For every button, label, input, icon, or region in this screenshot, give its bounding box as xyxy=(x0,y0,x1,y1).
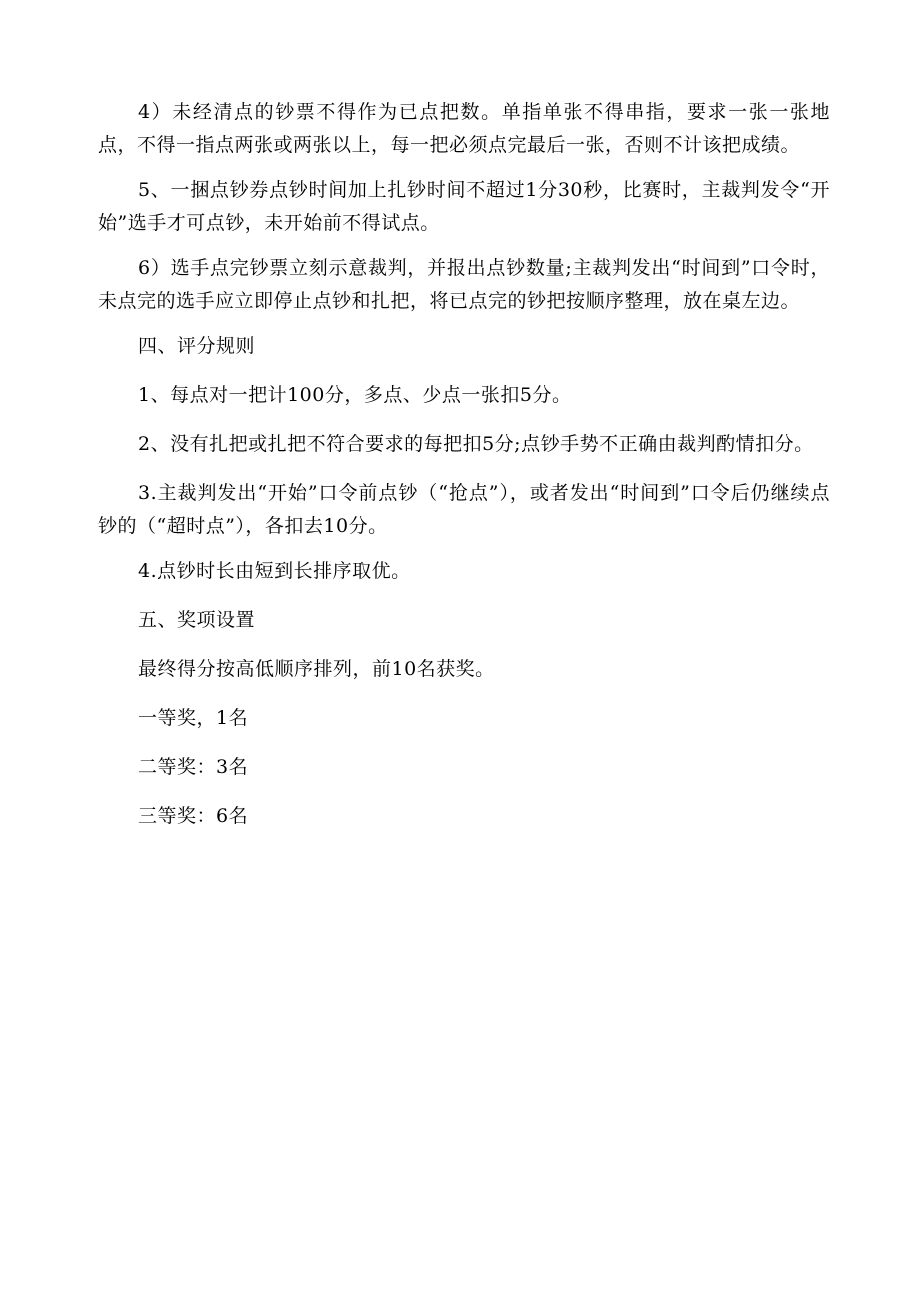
section-heading-scoring-rules: 四、评分规则 xyxy=(138,335,256,357)
rule-4-paragraph: 4）未经清点的钞票不得作为已点把数。单指单张不得串指，要求一张一张地点，不得一指点两张或两张以上，每一把必须点完最后一张，否则不计该把成绩。 xyxy=(98,101,830,156)
awards-summary: 最终得分按高低顺序排列，前10名获奖。 xyxy=(138,658,495,680)
document-body xyxy=(98,96,830,849)
award-third-prize: 三等奖：6名 xyxy=(138,805,249,827)
scoring-rule-2: 2、没有扎把或扎把不符合要求的每把扣5分;点钞手势不正确由裁判酌情扣分。 xyxy=(138,433,814,455)
scoring-rule-1: 1、每点对一把计100分，多点、少点一张扣5分。 xyxy=(138,384,572,406)
scoring-rule-3: 3.主裁判发出“开始”口令前点钞（“抢点”），或者发出“时间到”口令后仍继续点钞的（“超时点”），各扣去10分。 xyxy=(98,482,830,537)
section-heading-awards: 五、奖项设置 xyxy=(138,609,256,631)
scoring-rule-4: 4.点钞时长由短到长排序取优。 xyxy=(138,560,411,582)
rule-5-paragraph: 5、一捆点钞券点钞时间加上扎钞时间不超过1分30秒，比赛时，主裁判发令“开始”选手才可点钞，未开始前不得试点。 xyxy=(98,179,830,234)
award-second-prize: 二等奖：3名 xyxy=(138,756,249,778)
award-first-prize: 一等奖，1名 xyxy=(138,707,249,729)
rule-6-paragraph: 6）选手点完钞票立刻示意裁判，并报出点钞数量;主裁判发出“时间到”口令时，未点完的选手应立即停止点钞和扎把，将已点完的钞把按顺序整理，放在桌左边。 xyxy=(98,257,830,312)
